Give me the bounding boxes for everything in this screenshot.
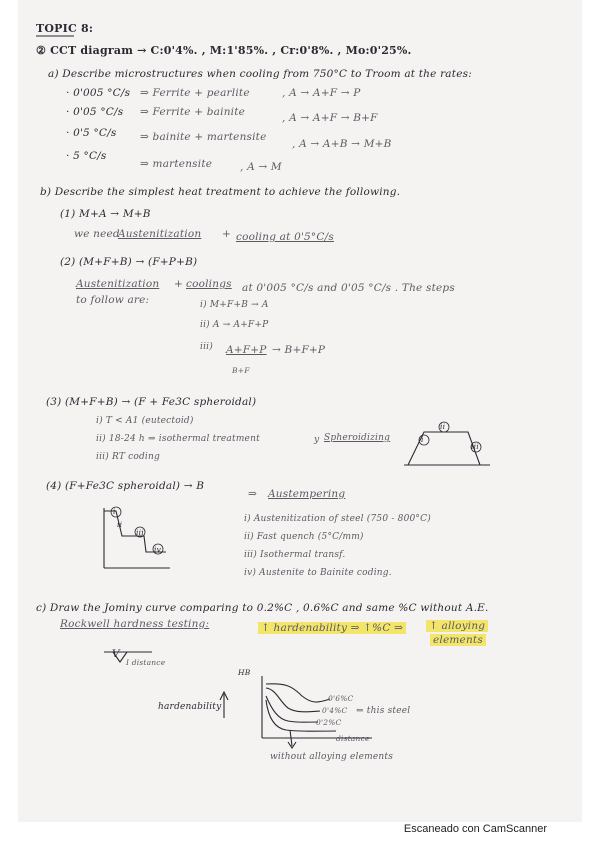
rate-result: ⇒ Ferrite + pearlite [140,87,250,99]
problem-2-text: coolings [186,278,232,290]
part-b-prompt: b) Describe the simplest heat treatment to achieve the following. [40,186,401,198]
rate-path: , A → A+F → B+F [282,112,378,124]
highlighted-note: ↑ alloying [426,620,488,632]
jominy-curve-label: 0'4%C [322,706,348,715]
scanner-watermark: Escaneado con CamScanner [403,823,547,835]
step-item: i) M+F+B → A [200,300,269,310]
part-c-prompt: c) Draw the Jominy curve comparing to 0.2%C , 0.6%C and same %C without A.E. [36,602,489,614]
problem-1-text: + [222,228,231,240]
step-item: i) T < A1 (eutectoid) [96,416,194,426]
problem-2-title: (2) (M+F+B) → (F+P+B) [60,256,198,268]
step-item: i) Austenitization of steel (750 - 800°C) [244,514,431,524]
without-alloying-label: without alloying elements [270,752,394,762]
problem-4-arrow: ⇒ [248,488,257,500]
rate-result: ⇒ Ferrite + bainite [140,106,246,118]
rate-label: · 5 °C/s [66,150,107,162]
rate-result: ⇒ martensite [140,158,213,170]
problem-4-title: (4) (F+Fe3C spheroidal) → B [46,480,205,492]
rate-path: , A → A+F → P [282,87,361,99]
rate-path: , A → M [240,161,282,173]
step-item: iii) RT coding [96,452,160,462]
problem-1-text: cooling at 0'5°C/s [236,231,334,243]
graph-label: iv [154,545,162,554]
step-item: → B+F+P [272,344,326,356]
hardness-test-label: Rockwell hardness testing: [60,618,210,630]
step-item: y [314,435,320,445]
this-steel-label: ⇐ this steel [356,706,411,716]
problem-1-text: we need [74,228,120,240]
problem-3-title: (3) (M+F+B) → (F + Fe3C spheroidal) [46,396,257,408]
indentation-label: V [112,648,120,660]
step-item: iii) Isothermal transf. [244,550,346,560]
rate-result: ⇒ bainite + martensite [140,131,267,143]
austempering-sketch [104,507,170,568]
graph-label: ii [440,422,446,431]
step-item: ii) 18-24 h ⇒ isothermal treatment [96,434,260,444]
jominy-curve-label: 0'2%C [316,718,342,727]
highlighted-note: elements [430,634,486,646]
step-item: B+F [232,366,250,375]
problem-4-method: Austempering [268,488,346,500]
problem-2-text: to follow are: [76,294,150,306]
step-item: Spheroidizing [324,433,391,443]
part-a-prompt: a) Describe microstructures when cooling from 750°C to Troom at the rates: [48,68,472,80]
rate-path: , A → A+B → M+B [292,138,392,150]
highlighted-note: ↑ hardenability ⇒ ↑%C ⇒ [258,622,406,634]
step-item: iii) [200,342,213,352]
topic-heading: TOPIC 8: [36,22,94,35]
rate-label: · 0'005 °C/s [66,87,131,99]
graph-label: i [421,435,424,444]
step-item: ii) Fast quench (5°C/mm) [244,532,364,542]
problem-1-title: (1) M+A → M+B [60,208,151,220]
jominy-curve-label: 0'6%C [328,694,354,703]
question-title: ② CCT diagram → C:0'4%. , M:1'85%. , Cr:0'8%. , Mo:0'25%. [36,44,412,57]
indentation-label: I distance [126,658,166,667]
problem-2-text: at 0'005 °C/s and 0'05 °C/s . The steps [242,282,455,294]
rate-label: · 0'5 °C/s [66,127,117,139]
problem-1-text: Austenitization [118,228,202,240]
jominy-y-axis: HB [238,668,251,677]
step-item: ii) A → A+F+P [200,320,269,330]
problem-2-text: + [174,278,183,290]
graph-label: iii [136,528,144,537]
graph-label: iii [471,442,479,451]
rate-label: · 0'05 °C/s [66,106,124,118]
jominy-x-axis: distance [336,734,370,743]
step-item: iv) Austenite to Bainite coding. [244,568,392,578]
graph-label: i [113,507,116,516]
graph-label: ii [117,520,123,529]
hardenability-label: hardenability [158,702,222,712]
step-item: A+F+P [226,344,267,356]
problem-2-text: Austenitization [76,278,160,290]
